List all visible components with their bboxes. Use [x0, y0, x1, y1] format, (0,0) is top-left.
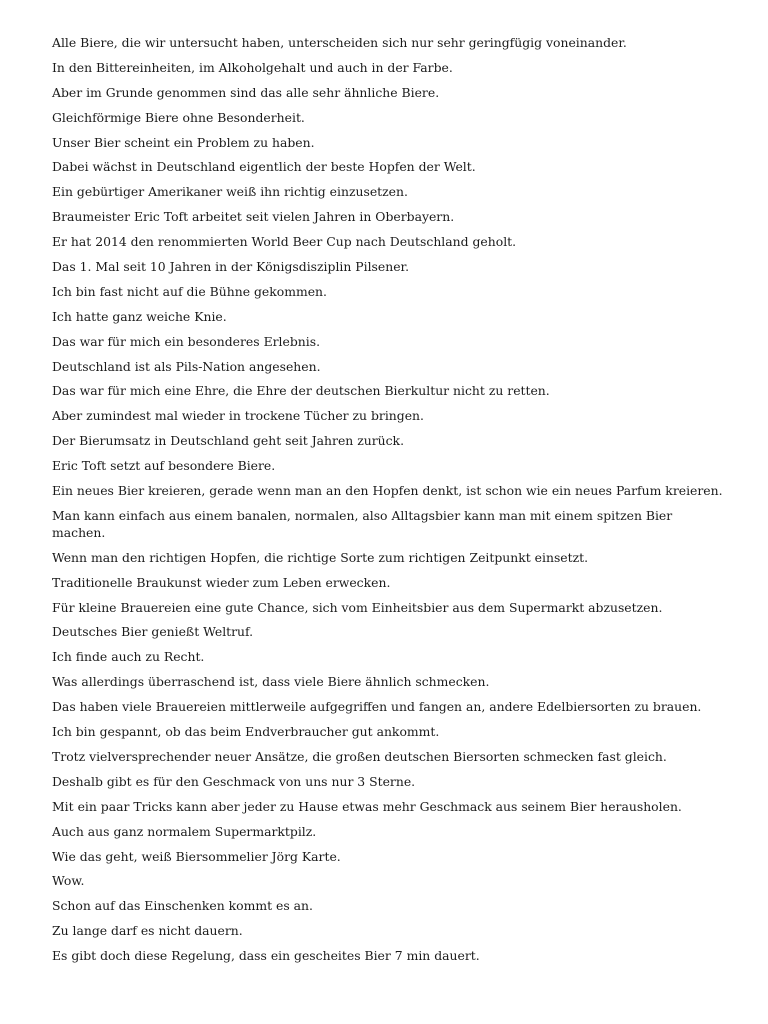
text-line: Ich hatte ganz weiche Knie. — [52, 308, 227, 324]
text-line: Aber zumindest mal wieder in trockene Tücher zu bringen. — [52, 408, 424, 424]
text-line: Wenn man den richtigen Hopfen, die richtige Sorte zum richtigen Zeitpunkt einsetzt. — [52, 549, 589, 565]
text-line: Deshalb gibt es für den Geschmack von uns nur 3 Sterne. — [52, 773, 416, 789]
text-line: Schon auf das Einschenken kommt es an. — [52, 898, 313, 914]
text-line: Wow. — [52, 873, 85, 889]
text-line: Zu lange darf es nicht dauern. — [52, 923, 243, 939]
text-line: Deutschland ist als Pils-Nation angesehen. — [52, 358, 321, 374]
text-line: In den Bittereinheiten, im Alkoholgehalt und auch in der Farbe. — [52, 59, 453, 75]
text-line: Dabei wächst in Deutschland eigentlich der beste Hopfen der Welt. — [52, 159, 476, 175]
text-line: Mit ein paar Tricks kann aber jeder zu Hause etwas mehr Geschmack aus seinem Bier herausholen. — [52, 798, 682, 814]
text-line: Ein neues Bier kreieren, gerade wenn man an den Hopfen denkt, ist schon wie ein neues Parfum kreieren. — [52, 483, 723, 499]
text-line: Ich finde auch zu Recht. — [52, 649, 205, 665]
text-line: Braumeister Eric Toft arbeitet seit vielen Jahren in Oberbayern. — [52, 209, 455, 225]
text-line: Für kleine Brauereien eine gute Chance, sich vom Einheitsbier aus dem Supermarkt abzusetzen. — [52, 599, 663, 615]
text-line: Gleichförmige Biere ohne Besonderheit. — [52, 109, 305, 125]
text-line: Es gibt doch diese Regelung, dass ein gescheites Bier 7 min dauert. — [52, 948, 480, 964]
text-line: Was allerdings überraschend ist, dass viele Biere ähnlich schmecken. — [52, 674, 490, 690]
text-line: Das war für mich eine Ehre, die Ehre der deutschen Bierkultur nicht zu retten. — [52, 383, 550, 399]
text-line: Aber im Grunde genommen sind das alle sehr ähnliche Biere. — [52, 84, 440, 100]
text-line: Der Bierumsatz in Deutschland geht seit Jahren zurück. — [52, 433, 405, 449]
text-line: Man kann einfach aus einem banalen, normalen, also Alltagsbier kann man mit einem spitzen Bier machen. — [52, 507, 673, 540]
text-line: Ein gebürtiger Amerikaner weiß ihn richtig einzusetzen. — [52, 184, 408, 200]
text-line: Eric Toft setzt auf besondere Biere. — [52, 458, 276, 474]
text-line: Deutsches Bier genießt Weltruf. — [52, 624, 254, 640]
text-line: Unser Bier scheint ein Problem zu haben. — [52, 134, 315, 150]
text-line: Das 1. Mal seit 10 Jahren in der Königsdisziplin Pilsener. — [52, 259, 410, 275]
text-line: Auch aus ganz normalem Supermarktpilz. — [52, 823, 317, 839]
text-line: Alle Biere, die wir untersucht haben, unterscheiden sich nur sehr geringfügig voneinander. — [52, 35, 627, 50]
text-line: Er hat 2014 den renommierten World Beer Cup nach Deutschland geholt. — [52, 234, 517, 250]
text-line: Traditionelle Braukunst wieder zum Leben erwecken. — [52, 574, 391, 590]
text-line: Ich bin gespannt, ob das beim Endverbraucher gut ankommt. — [52, 724, 440, 740]
text-line: Das war für mich ein besonderes Erlebnis. — [52, 333, 321, 349]
text-line: Trotz vielversprechender neuer Ansätze, die großen deutschen Biersorten schmecken fast gleich. — [52, 748, 667, 764]
text-line: Ich bin fast nicht auf die Bühne gekommen. — [52, 283, 327, 299]
text-line: Das haben viele Brauereien mittlerweile aufgegriffen und fangen an, andere Edelbiersorten zu brauen. — [52, 699, 702, 715]
text-line: Wie das geht, weiß Biersommelier Jörg Karte. — [52, 848, 341, 864]
transcript-document — [52, 34, 728, 972]
